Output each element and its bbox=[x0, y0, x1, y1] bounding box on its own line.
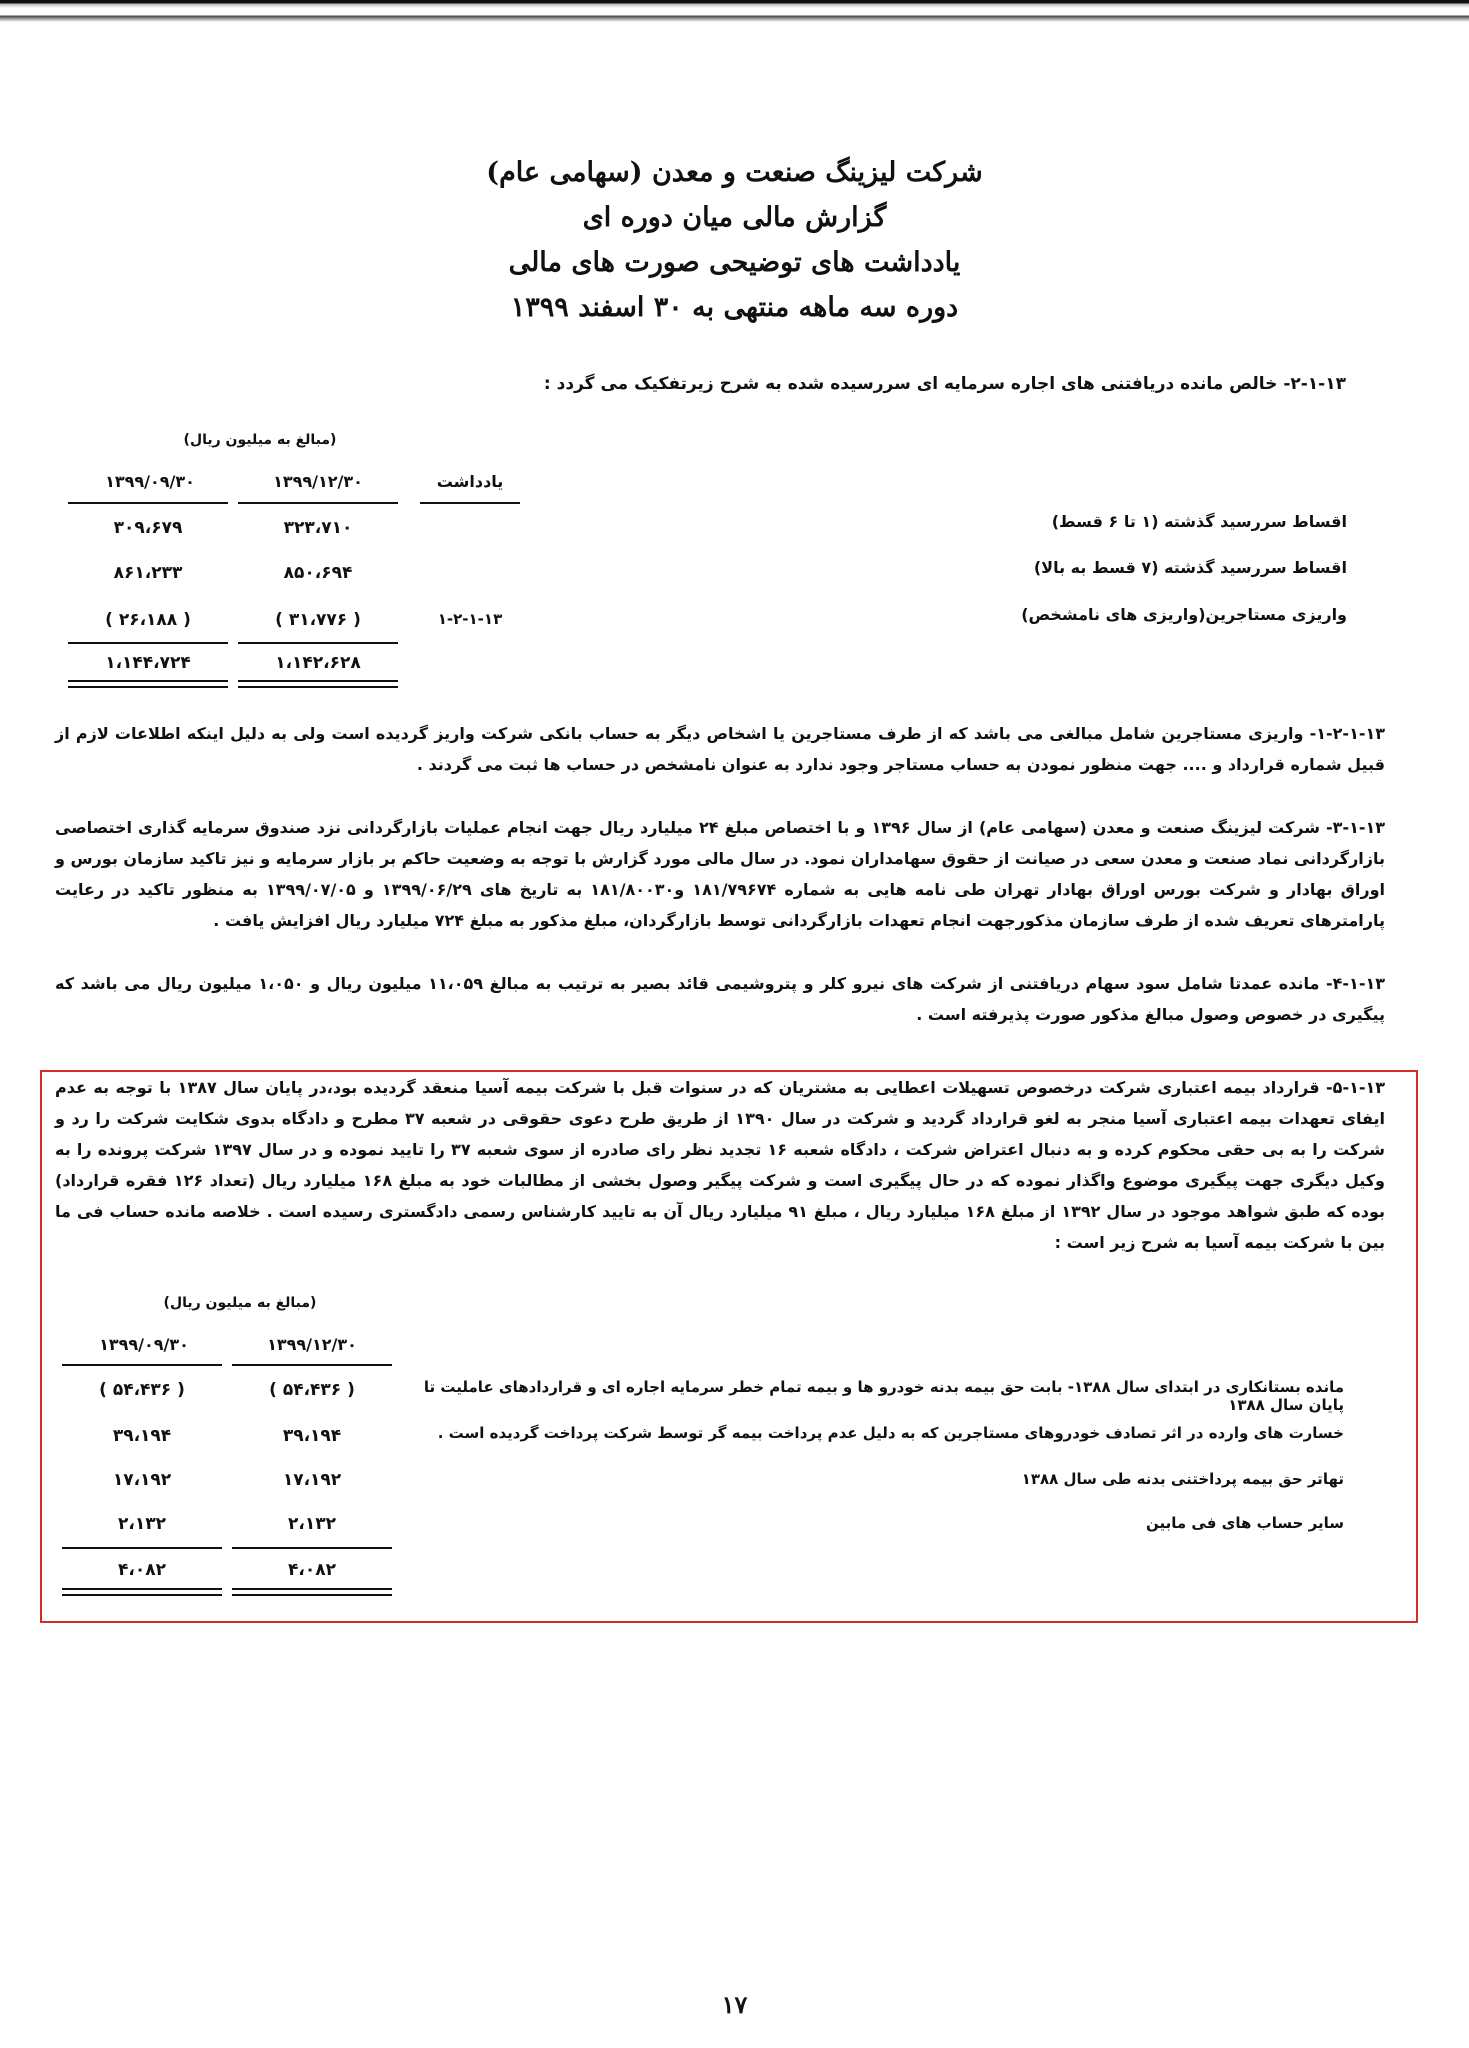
table1-row-current: ( ۳۱،۷۷۶ ) bbox=[275, 610, 361, 630]
report-title: گزارش مالی میان دوره ای bbox=[582, 202, 887, 233]
note-paragraph: ۳-۱-۱۳- شرکت لیزینگ صنعت و معدن (سهامی عام) از سال ۱۳۹۶ و با اختصاص مبلغ ۲۴ میلیارد ریال جهت انجام عملیات بازارگردانی نزد صندوق سرمایه گذاری اختصاصی بازارگردانی نماد صنعت و معدن سعی در صیانت از حقوق سهامداران نمود. در سال مالی مورد گزارش با توجه به وضعیت حاکم بر بازار سرمایه و نیز تاکید سازمان بورس و اوراق بهادار و شرکت بورس اوراق بهادار تهران طی نامه هایی به شماره ۱۸۱/۷۹۶۷۴ و۱۸۱/۸۰۰۳۰ به تاریخ های ۱۳۹۹/۰۶/۲۹ و ۱۳۹۹/۰۷/۰۵ به منظور تاکید در رعایت پارامترهای تعریف شده از طرف سازمان مذکورجهت انجام تعهدات بازارگردانی توسط بازارگردان، مبلغ مذکور به مبلغ ۷۲۴ میلیارد ریال افزایش یافت . bbox=[55, 818, 1386, 930]
table2-row-prior: ۳۹،۱۹۴ bbox=[112, 1426, 172, 1446]
table2-col-prior: ۱۳۹۹/۰۹/۳۰ bbox=[99, 1335, 189, 1354]
table2-col-current: ۱۳۹۹/۱۲/۳۰ bbox=[267, 1335, 357, 1354]
table1-total-prior: ۱،۱۴۴،۷۲۴ bbox=[105, 653, 191, 673]
table2-total-current: ۴،۰۸۲ bbox=[288, 1560, 336, 1580]
table2-row-prior: ۲،۱۳۲ bbox=[118, 1514, 166, 1534]
table1-row-prior: ( ۲۶،۱۸۸ ) bbox=[105, 610, 191, 630]
table1-col-prior: ۱۳۹۹/۰۹/۳۰ bbox=[105, 472, 195, 491]
table1-row-prior: ۸۶۱،۲۳۳ bbox=[113, 563, 183, 583]
notes-title: یادداشت های توضیحی صورت های مالی bbox=[508, 247, 961, 278]
company-name: شرکت لیزینگ صنعت و معدن (سهامی عام) bbox=[486, 157, 983, 188]
table2-row-current: ۳۹،۱۹۴ bbox=[282, 1426, 342, 1446]
table1-total-rule-current bbox=[238, 680, 398, 688]
table1-subtotal-rule-current bbox=[238, 642, 398, 644]
document-header bbox=[0, 150, 1469, 330]
note-paragraph: ۴-۱-۱۳- مانده عمدتا شامل سود سهام دریافتنی از شرکت های نیرو کلر و پتروشیمی قائد بصیر به ترتیب به مبالغ ۱۱،۰۵۹ میلیون ریال و ۱،۰۵۰ میلیون ریال می باشد که پیگیری در خصوص وصول مبالغ مذکور صورت پذیرفته است . bbox=[55, 974, 1385, 1024]
note-paragraph: ۱-۲-۱-۱۳- واریزی مستاجرین شامل مبالغی می باشد که از طرف مستاجرین یا اشخاص دیگر به حساب بانکی شرکت واریز گردیده است ولی به دلیل اینکه اطلاعات لازم از قبیل شماره قرارداد و .... جهت منظور نمودن به حساب مستاجر وجود ندارد به عنوان نامشخص در حساب ها ثبت می گردند . bbox=[55, 724, 1385, 774]
table1-row-prior: ۳۰۹،۶۷۹ bbox=[113, 518, 183, 538]
table2-row-prior: ۱۷،۱۹۲ bbox=[112, 1470, 172, 1490]
table2-row-current: ( ۵۴،۴۳۶ ) bbox=[269, 1380, 355, 1400]
table2-row-label: سایر حساب های فی مابین bbox=[1146, 1514, 1344, 1532]
period-title: دوره سه ماهه منتهی به ۳۰ اسفند ۱۳۹۹ bbox=[510, 292, 959, 323]
table1-units: (مبالغ به میلیون ریال) bbox=[183, 432, 337, 448]
table2-row-label: تهاتر حق بیمه پرداختنی بدنه طی سال ۱۳۸۸ bbox=[1021, 1470, 1344, 1488]
table1-header-rule-note bbox=[420, 502, 520, 504]
table2-subtotal-rule-prior bbox=[62, 1547, 222, 1549]
table2-row-current: ۲،۱۳۲ bbox=[288, 1514, 336, 1534]
table1-total-current: ۱،۱۴۲،۶۲۸ bbox=[275, 653, 361, 673]
table1-header-rule-prior bbox=[68, 502, 228, 504]
table1-total-rule-prior bbox=[68, 680, 228, 688]
table1-row-label: اقساط سررسید گذشته (۷ قسط به بالا) bbox=[1033, 558, 1347, 577]
table2-total-prior: ۴،۰۸۲ bbox=[118, 1560, 166, 1580]
scan-top-edge bbox=[0, 0, 1469, 26]
table1-row-current: ۸۵۰،۶۹۴ bbox=[283, 563, 353, 583]
table2-row-prior: ( ۵۴،۴۳۶ ) bbox=[99, 1380, 185, 1400]
table1-row-note: ۱-۲-۱-۱۳ bbox=[437, 610, 503, 628]
table2-units: (مبالغ به میلیون ریال) bbox=[163, 1295, 317, 1311]
table1-subtotal-rule-prior bbox=[68, 642, 228, 644]
note-paragraph: ۵-۱-۱۳- قرارداد بیمه اعتباری شرکت درخصوص تسهیلات اعطایی به مشتریان که در سنوات قبل با شرکت بیمه آسیا منعقد گردیده بود،در پایان سال ۱۳۸۷ با توجه به عدم ایفای تعهدات بیمه اعتباری آسیا منجر به لغو قرارداد گردید و شرکت در سال ۱۳۹۰ از طریق طرح دعوی حقوقی در شعبه ۳۷ مطرح و دادگاه بدوی شکایت شرکت را رد و شرکت را به بی حقی محکوم کرده و به دنبال اعتراض شرکت ، دادگاه شعبه ۱۶ تجدید نظر رای صادره از سوی شعبه ۳۷ را تایید نموده و در سال ۱۳۹۷ شرکت پرونده را به وکیل دیگری جهت پیگیری موضوع واگذار نموده که در حال پیگیری است و شرکت پیگیر وصول بخشی از مطالبات خود به مبلغ ۱۶۸ میلیارد ریال (تعداد ۱۲۶ فقره قرارداد) بوده که طبق شواهد موجود در سال ۱۳۹۲ از مبلغ ۱۶۸ میلیارد ریال ، مبلغ ۹۱ میلیارد ریال آن به تایید کارشناس رسمی دادگستری رسیده است . خلاصه مانده حساب فی ما بین با شرکت بیمه آسیا به شرح زیر است : bbox=[55, 1078, 1386, 1252]
table2-total-rule-prior bbox=[62, 1588, 222, 1596]
table1-col-current: ۱۳۹۹/۱۲/۳۰ bbox=[273, 472, 363, 491]
table1-row-current: ۳۲۳،۷۱۰ bbox=[283, 518, 353, 538]
table2-row-label: خسارت های وارده در اثر تصادف خودروهای مستاجرین که به دلیل عدم پرداخت بیمه گر توسط شرکت پرداخت گردیده است . bbox=[437, 1424, 1344, 1442]
table2-subtotal-rule-current bbox=[232, 1547, 392, 1549]
table1-row-label: واریزی مستاجرین(واریزی های نامشخص) bbox=[1021, 605, 1347, 624]
table1-header-rule-current bbox=[238, 502, 398, 504]
table2-row-label: مانده بستانکاری در ابتدای سال ۱۳۸۸- بابت حق بیمه بدنه خودرو ها و بیمه تمام خطر سرمایه اجاره ای و قراردادهای عاملیت تا پایان سال ۱۳۸۸ bbox=[423, 1378, 1344, 1414]
section-title: ۲-۱-۱۳- خالص مانده دریافتنی های اجاره سرمایه ای سررسیده شده به شرح زیرتفکیک می گردد : bbox=[543, 374, 1346, 394]
table2-row-current: ۱۷،۱۹۲ bbox=[282, 1470, 342, 1490]
table1-col-note: یادداشت bbox=[436, 472, 504, 491]
table1-row-label: اقساط سررسید گذشته (۱ تا ۶ قسط) bbox=[1051, 512, 1347, 531]
table2-total-rule-current bbox=[232, 1588, 392, 1596]
table2-header-rule-current bbox=[232, 1364, 392, 1366]
table2-header-rule-prior bbox=[62, 1364, 222, 1366]
page-number: ۱۷ bbox=[721, 1990, 748, 2019]
